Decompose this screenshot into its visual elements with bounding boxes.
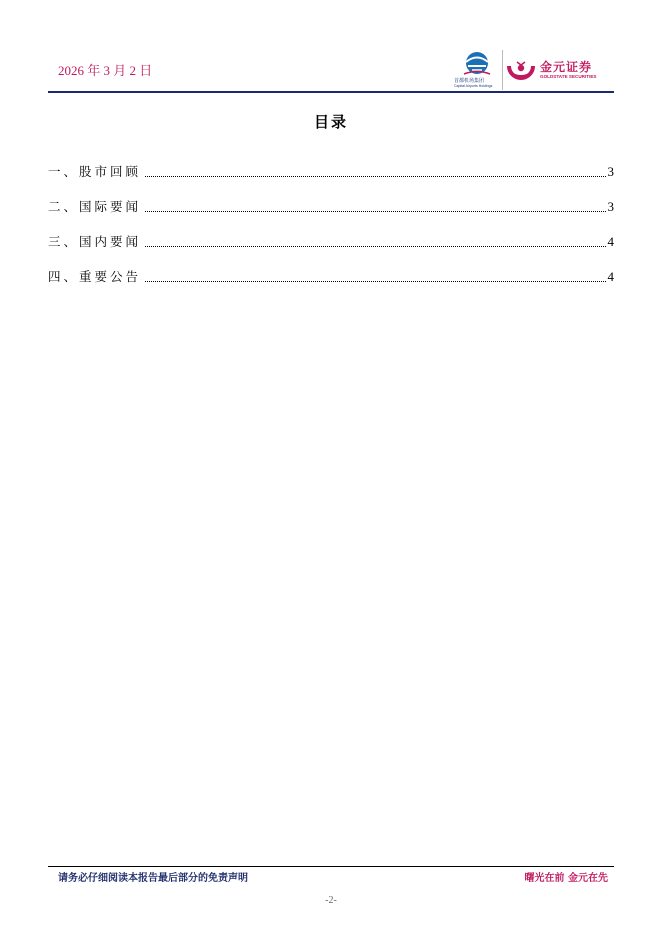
header-logos (452, 50, 612, 92)
goldstate-emblem-icon (506, 56, 536, 86)
toc-entry-page: 4 (607, 269, 614, 284)
toc-leader-dots (145, 210, 605, 212)
capital-airports-logo (452, 50, 502, 90)
toc-entry-label: 四、重要公告 (48, 269, 142, 284)
footer-slogan: 曙光在前 金元在先 (524, 873, 608, 884)
footer-rule (48, 866, 614, 867)
toc-entry[interactable] (48, 216, 614, 251)
goldstate-logo-cn: 金元证券 (540, 60, 593, 74)
toc-entry-label: 二、国际要闻 (48, 199, 142, 214)
goldstate-logo-en: GOLDSTATE SECURITIES (540, 74, 597, 79)
toc-title: 目录 (313, 113, 348, 131)
toc-leader-dots (145, 280, 605, 282)
toc-entry[interactable] (48, 146, 614, 181)
footer-disclaimer: 请务必仔细阅读本报告最后部分的免责声明 (58, 873, 248, 884)
goldstate-logo (506, 54, 612, 88)
capital-logo-en: Capital Airports Holdings (454, 84, 493, 88)
toc-entry-page: 4 (607, 234, 614, 249)
header-date: 2026 年 3 月 2 日 (58, 63, 153, 78)
capital-airports-emblem-icon (452, 50, 502, 78)
page-number: -2- (325, 895, 337, 906)
logo-divider (502, 50, 503, 90)
toc-leader-dots (145, 245, 605, 247)
toc-leader-dots (145, 175, 605, 177)
toc-entry-page: 3 (607, 164, 614, 179)
toc-entry[interactable] (48, 251, 614, 286)
toc-entry[interactable] (48, 181, 614, 216)
toc-entry-label: 三、国内要闻 (48, 234, 142, 249)
header-rule (48, 91, 614, 93)
capital-logo-cn: 首都机场集团 (454, 78, 485, 84)
table-of-contents (48, 146, 614, 286)
toc-entry-label: 一、股市回顾 (48, 164, 142, 179)
toc-entry-page: 3 (607, 199, 614, 214)
